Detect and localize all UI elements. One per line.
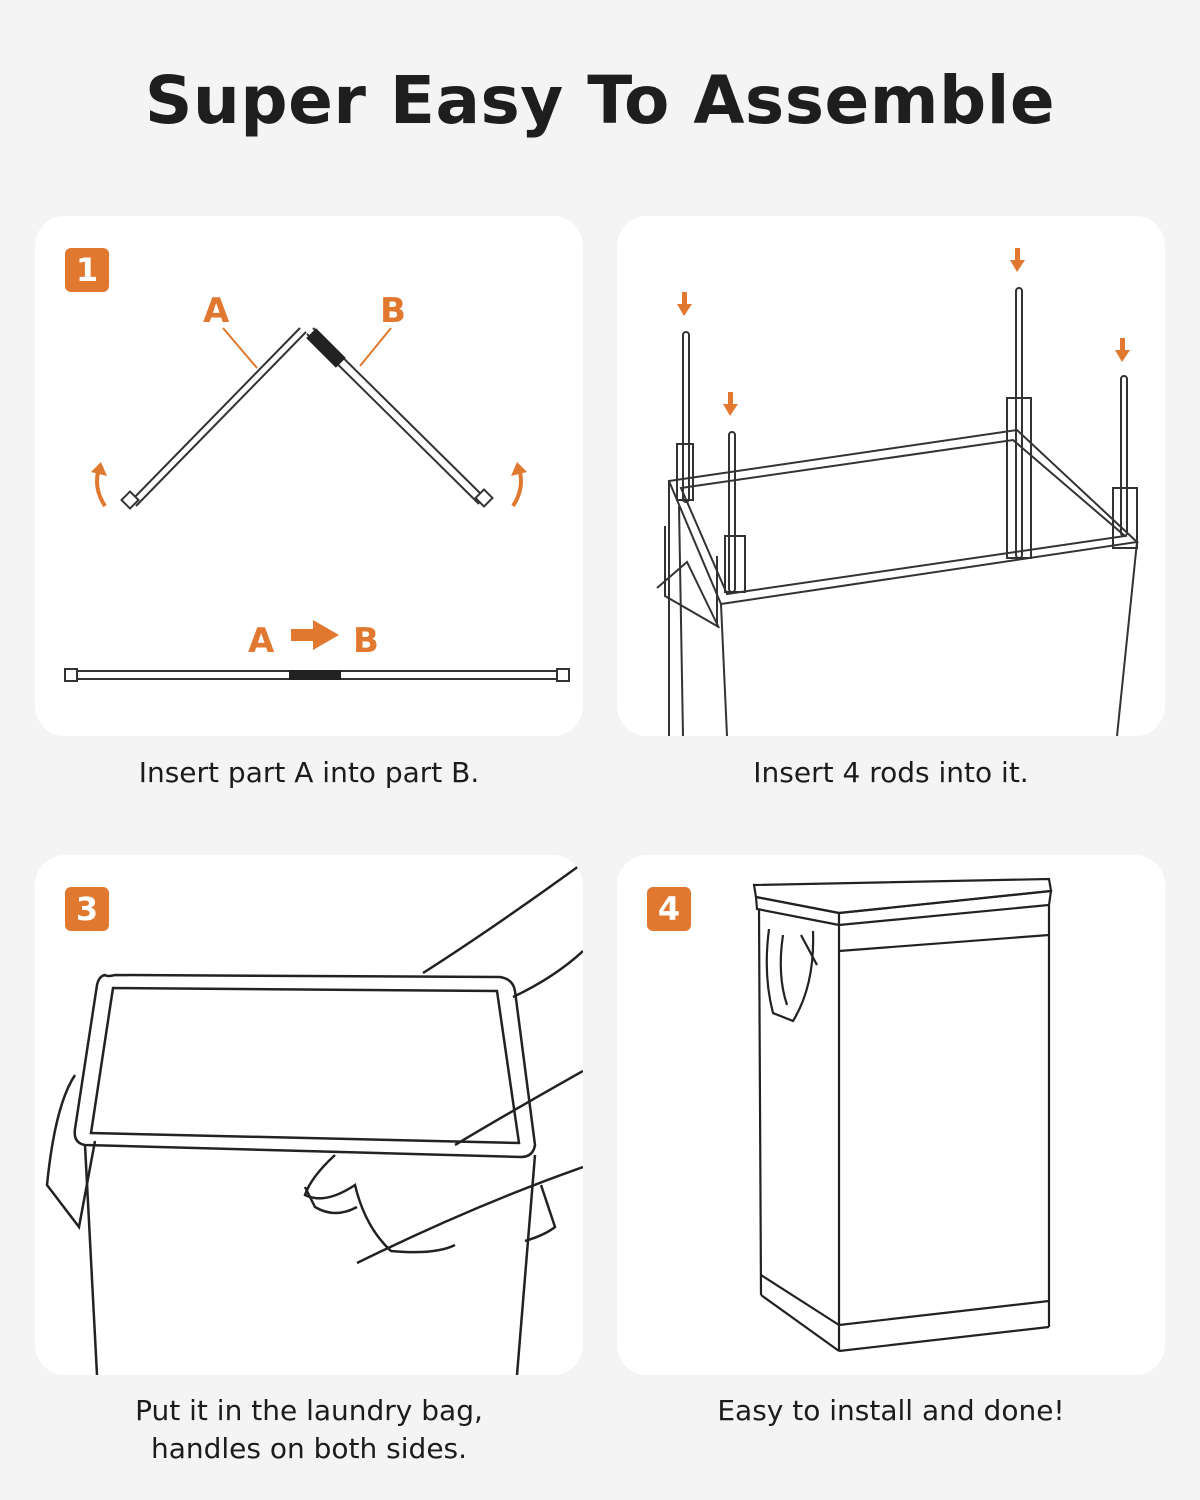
step-1-illustration: [35, 216, 583, 736]
step-4-panel: [617, 855, 1165, 1375]
connector-sleeve: [306, 328, 346, 368]
step-1-panel: [35, 216, 583, 736]
step-4-caption: Easy to install and done!: [717, 1394, 1065, 1427]
step-2-caption: Insert 4 rods into it.: [753, 756, 1029, 789]
label-b: B: [380, 291, 406, 331]
connector-sleeve-joined: [289, 670, 341, 680]
caption-line: Put it in the laundry bag,: [135, 1394, 483, 1427]
label-a-bottom: A: [248, 621, 275, 661]
step-4-illustration: [617, 855, 1165, 1375]
label-b-bottom: B: [353, 621, 379, 661]
step-2-illustration: [617, 216, 1165, 736]
step-1-caption: Insert part A into part B.: [138, 756, 480, 789]
step-badge: 1: [65, 248, 109, 292]
label-a: A: [203, 291, 230, 331]
page-title: Super Easy To Assemble: [144, 62, 1056, 139]
right-arrow-icon: [291, 620, 339, 650]
caption-line: handles on both sides.: [150, 1432, 468, 1465]
step-2-panel: [617, 216, 1165, 736]
step-badge: 3: [65, 887, 109, 931]
step-3-caption: [35, 1392, 583, 1468]
down-arrow-icons: [677, 248, 1130, 416]
step-3-illustration: [35, 855, 583, 1375]
step-badge: 4: [647, 887, 691, 931]
step-3-panel: [35, 855, 583, 1375]
